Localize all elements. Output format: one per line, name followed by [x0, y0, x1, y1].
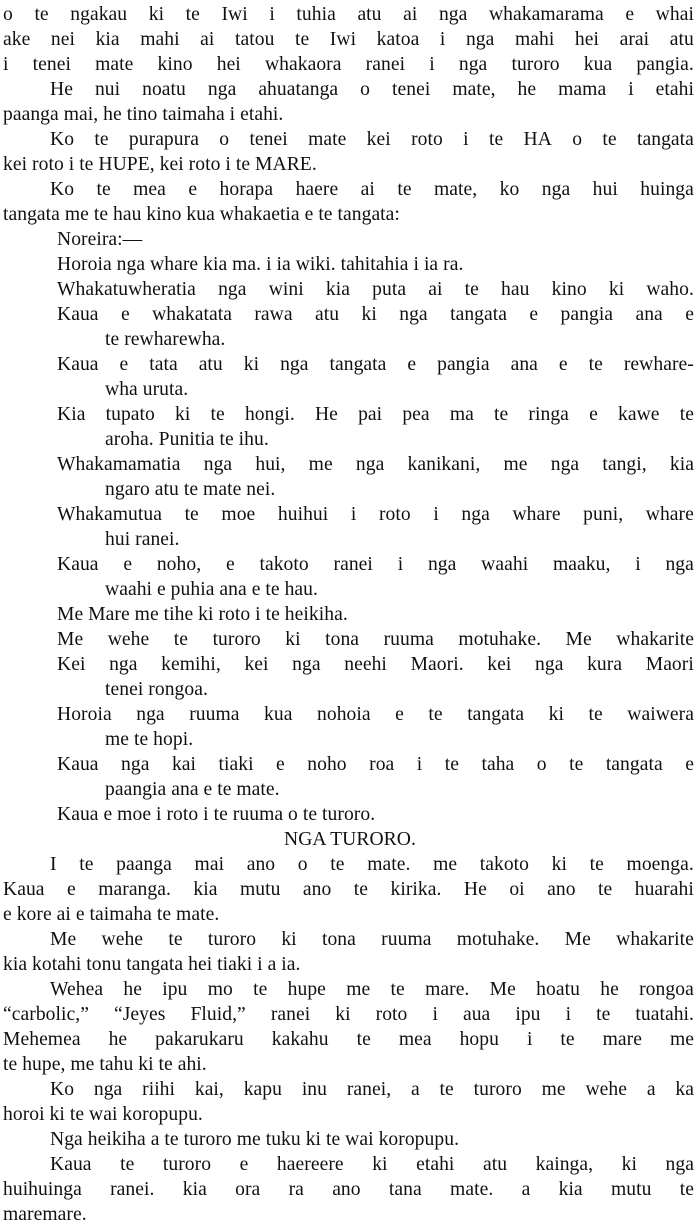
text-line: He nui noatu nga ahuatanga o tenei mate, he mama i etahi	[50, 79, 694, 100]
text-line: Kaua nga kai tiaki e noho roa i te taha o te tangata e	[57, 754, 694, 775]
text-line: Noreira:—	[57, 229, 143, 250]
text-line: Horoia nga ruuma kua nohoia e te tangata ki te waiwera	[57, 704, 694, 725]
text-line: Me Mare me tihe ki roto i te heikiha.	[57, 604, 348, 625]
text-line: Kaua e whakatata rawa atu ki nga tangata e pangia ana e	[57, 304, 694, 325]
text-line: te rewharewha.	[105, 329, 226, 350]
text-line: aroha. Punitia te ihu.	[105, 429, 269, 450]
text-line: waahi e puhia ana e te hau.	[105, 579, 318, 600]
text-line: tenei rongoa.	[105, 679, 208, 700]
section-heading: NGA TURORO.	[284, 829, 416, 850]
text-line: o te ngakau ki te Iwi i tuhia atu ai nga whakamarama e whai	[3, 4, 694, 25]
text-line: Ko te purapura o tenei mate kei roto i te HA o te tangata	[50, 129, 694, 150]
text-line: I te paanga mai ano o te mate. me takoto ki te moenga.	[50, 854, 694, 875]
text-line: Kia tupato ki te hongi. He pai pea ma te ringa e kawe te	[57, 404, 694, 425]
text-line: te hupe, me tahu ki te ahi.	[3, 1054, 207, 1075]
text-line: Kaua e tata atu ki nga tangata e pangia ana e te rewhare-	[57, 354, 694, 375]
text-line: ake nei kia mahi ai tatou te Iwi katoa i nga mahi hei arai atu	[3, 29, 694, 50]
text-line: Nga heikiha a te turoro me tuku ki te wai koropupu.	[50, 1129, 460, 1150]
text-line: paangia ana e te mate.	[105, 779, 280, 800]
text-line: me te hopi.	[105, 729, 194, 750]
text-line: Kaua e moe i roto i te ruuma o te turoro.	[57, 804, 376, 825]
text-line: ngaro atu te mate nei.	[105, 479, 276, 500]
text-line: Kaua e noho, e takoto ranei i nga waahi maaku, i nga	[57, 554, 694, 575]
text-line: e kore ai e taimaha te mate.	[3, 904, 220, 925]
text-line: huihuinga ranei. kia ora ra ano tana mate. a kia mutu te	[3, 1179, 694, 1200]
text-line: Mehemea he pakarukaru kakahu te mea hopu i te mare me	[3, 1029, 694, 1050]
text-line: Whakamutua te moe huihui i roto i nga whare puni, whare	[57, 504, 694, 525]
text-line: Kei nga kemihi, kei nga neehi Maori. kei nga kura Maori	[57, 654, 694, 675]
text-line: horoi ki te wai koropupu.	[3, 1104, 203, 1125]
text-line: hui ranei.	[105, 529, 180, 550]
text-line: Ko nga riihi kai, kapu inu ranei, a te turoro me wehe a ka	[50, 1079, 694, 1100]
text-line: Me wehe te turoro ki tona ruuma motuhake. Me whakarite	[57, 629, 694, 650]
text-line: Whakamamatia nga hui, me nga kanikani, me nga tangi, kia	[57, 454, 694, 475]
text-line: wha uruta.	[105, 379, 189, 400]
text-line: paanga mai, he tino taimaha i etahi.	[3, 104, 284, 125]
text-line: kia kotahi tonu tangata hei tiaki i a ia.	[3, 954, 301, 975]
text-line: tangata me te hau kino kua whakaetia e te tangata:	[3, 204, 400, 225]
text-line: Whakatuwheratia nga wini kia puta ai te hau kino ki waho.	[57, 279, 694, 300]
text-line: Kaua e maranga. kia mutu ano te kirika. He oi ano te huarahi	[3, 879, 694, 900]
text-line: Kaua te turoro e haereere ki etahi atu kainga, ki nga	[50, 1154, 694, 1175]
text-line: Ko te mea e horapa haere ai te mate, ko nga hui huinga	[50, 179, 694, 200]
text-line: Wehea he ipu mo te hupe me te mare. Me hoatu he rongoa	[50, 979, 694, 1000]
text-line: maremare.	[3, 1204, 87, 1225]
text-line: Horoia nga whare kia ma. i ia wiki. tahitahia i ia ra.	[57, 254, 464, 275]
text-line: i tenei mate kino hei whakaora ranei i nga turoro kua pangia.	[3, 54, 694, 75]
text-line: kei roto i te HUPE, kei roto i te MARE.	[3, 154, 317, 175]
text-line: Me wehe te turoro ki tona ruuma motuhake. Me whakarite	[50, 929, 694, 950]
text-line: “carbolic,” “Jeyes Fluid,” ranei ki roto i aua ipu i te tuatahi.	[3, 1004, 694, 1025]
